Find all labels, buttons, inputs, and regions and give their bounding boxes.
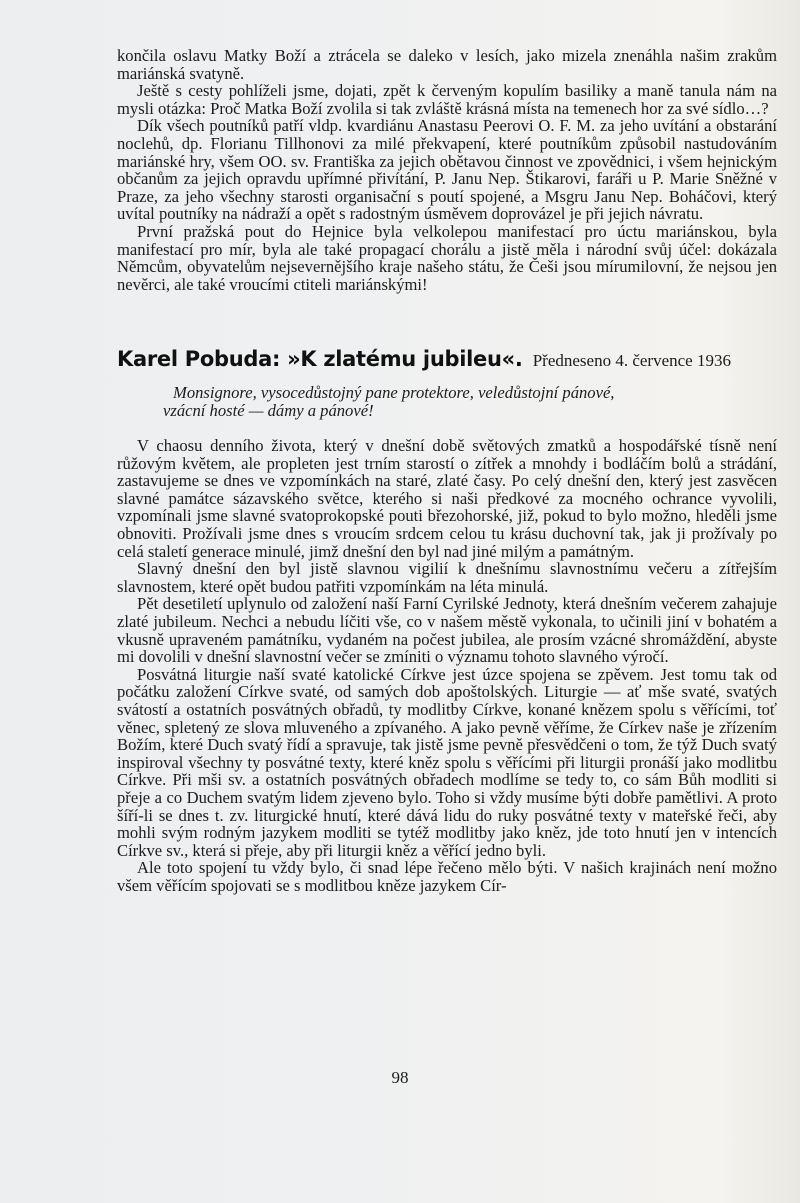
paragraph: Ještě s cesty pohlíželi jsme, dojati, zpět k červeným kopulím basiliky a maně tanula nám na mysli otázka: Proč Matka Boží zvolila si tak zvláště krásná místa na temenech hor za své sídlo…? bbox=[117, 81, 777, 118]
article-subtitle: Předneseno 4. července 1936 bbox=[532, 351, 731, 371]
salutation-line: vzácní hosté — dámy a pánové! bbox=[163, 400, 374, 420]
paragraph: končila oslavu Matky Boží a ztrácela se daleko v lesích, jako mizela znenáhla našim zrakům mariánská svatyně. bbox=[117, 46, 777, 83]
salutation-line: Monsignore, vysocedůstojný pane protektore, veledůstojní pánové, bbox=[173, 382, 615, 402]
paragraph: Ale toto spojení tu vždy bylo, či snad lépe řečeno mělo býti. V našich krajinách není možno všem věřícím spojovati se s modlitbou kněze jazykem Cír- bbox=[117, 858, 777, 895]
paragraph: V chaosu denního života, který v dnešní době světových zmatků a hospodářské tísně není růžovým květem, ale propleten jest trním starostí o zítřek a mnohdy i bodláčím bolů a strádání, zastavujeme se dnes ve vzpomínkách na staré, zlaté časy. Po celý dnešní den, který jest zasvěcen slavné památce sázavského světce, kterého si naši předkové za mocného ochrance vyvolili, vzpomínali jsme slavné svatoprokopské pouti březohorské, již, pokud to bylo možno, hleděli jsme obnoviti. Prožívali jsme dnes s vroucím srdcem celou tu krásu duchovní tak, jak ji prožívaly po celá staletí generace minulé, jimž dnešní den byl nad jiné milým a památným. bbox=[117, 436, 777, 561]
text-column bbox=[117, 47, 777, 895]
article-title: Karel Pobuda: »K zlatému jubileu«. bbox=[117, 347, 523, 372]
paragraph: Slavný dnešní den byl jistě slavnou vigilií k dnešnímu slavnostnímu večeru a zítřejším slavnostem, které opět budou patřiti vzpomínkám na léta minulá. bbox=[117, 559, 777, 596]
article-heading bbox=[117, 347, 777, 372]
paragraph: Posvátná liturgie naší svaté katolické Církve jest úzce spojena se zpěvem. Jest tomu tak od počátku založení Církve svaté, od samých dob apoštolských. Liturgie — ať mše svaté, svatých svátostí a ostatních posvátných obřadů, ty modlitby Církve, konané knězem spolu s věřícími, toť věnec, spletený ze slova mluveného a zpívaného. A jako pevně věříme, že Církev naše je zřízením Božím, které Duch svatý řídí a spravuje, tak jistě jsme pevně přesvědčeni o tom, že týž Duch svatý inspiroval všechny ty posvátné texty, které kněz spolu s věřícími při liturgii pronáší jako modlitbu Církve. Při mši sv. a ostatních posvátných obřadech modlíme se tedy to, co sám Bůh modliti si přeje a co Duchem svatým lidem zjeveno bylo. Toho si vždy musíme býti dobře pamětlivi. A proto šíří-li se dnes t. zv. liturgické hnutí, které dává lidu do ruky posvátné texty v mateřské řeči, aby mohli svým rodným jazykem modliti se tytéž modlitby jako kněz, jde toto hnutí jen v intencích Církve sv., která si přeje, aby při liturgii kněz a věřící jedno byli. bbox=[117, 664, 777, 860]
page-number: 98 bbox=[391, 1068, 409, 1087]
salutation bbox=[117, 384, 777, 419]
paragraph: První pražská pout do Hejnice byla velkolepou manifestací pro úctu mariánskou, byla manifestací pro mír, byla ale také propagací chorálu a jistě měla i národní svůj účel: dokázala Němcům, obyvatelům nejsevernějšího kraje našeho státu, že Češi jsou mírumilovní, že nejsou jen nevěrci, ale také vroucími ctiteli mariánskými! bbox=[117, 221, 777, 294]
paragraph: Pět desetiletí uplynulo od založení naší Farní Cyrilské Jednoty, která dnešním večerem zahajuje zlaté jubileum. Nechci a nebudu líčiti vše, co v našem městě vykonala, to učinili jiní v bohatém a vkusně upraveném památníku, vydaném na počest jubilea, ale prosím vzácné shromáždění, abyste mi dovolili v dnešní slavnostní večer se zmíniti o významu tohoto slavného výročí. bbox=[117, 594, 777, 667]
paragraph: Dík všech poutníků patří vldp. kvardiánu Anastasu Peerovi O. F. M. za jeho uvítání a obstarání noclehů, dp. Florianu Tillhonovi za milé překvapení, které poutníkům způsobil nastudováním mariánské hry, všem OO. sv. Františka za jejich obětavou činnost ve zpovědnici, i všem hejnickým občanům za jejich opravdu upřímné přivítání, P. Janu Nep. Štikarovi, faráři u P. Marie Sněžné v Praze, za jeho všechny starosti organisační s poutí spojené, a Msgru Janu Nep. Boháčovi, který uvítal poutníky na nádraží a opět s radostným úsměvem doprovázel je při jejich návratu. bbox=[117, 116, 777, 224]
